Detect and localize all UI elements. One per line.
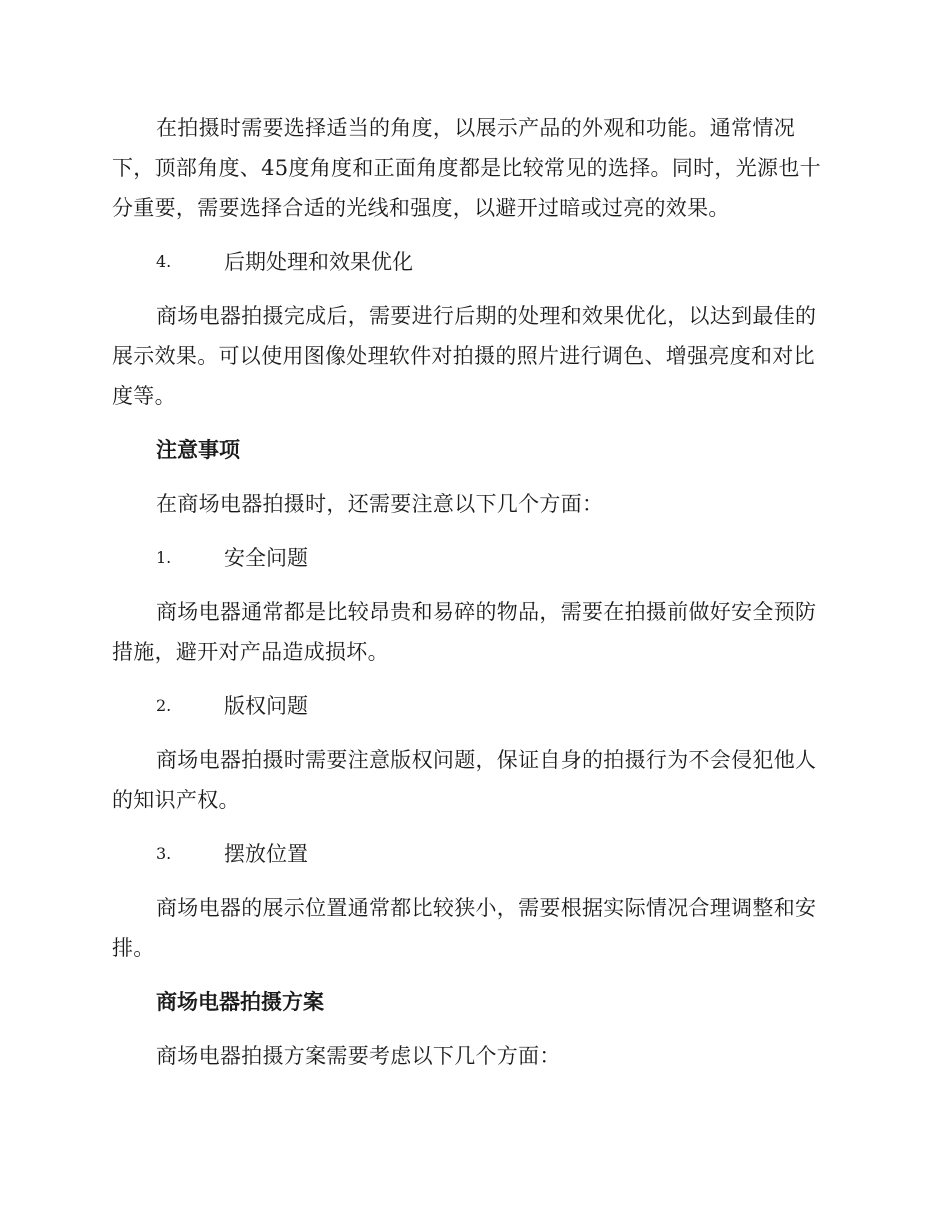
paragraph-angle-lighting: 在拍摄时需要选择适当的角度，以展示产品的外观和功能。通常情况下，顶部角度、45度角度和正面角度都是比较常见的选择。同时，光源也十分重要，需要选择合适的光线和强度，以避开过暗或过亮的效果。 [112, 116, 821, 220]
paragraph-notes-intro: 在商场电器拍摄时，还需要注意以下几个方面： [156, 492, 604, 516]
paragraph-post-processing: 商场电器拍摄完成后，需要进行后期的处理和效果优化，以达到最佳的展示效果。可以使用图像处理软件对拍摄的照片进行调色、增强亮度和对比度等。 [112, 304, 817, 408]
paragraph-safety: 商场电器通常都是比较昂贵和易碎的物品，需要在拍摄前做好安全预防措施，避开对产品造成损坏。 [112, 600, 817, 664]
list-number: 3. [156, 844, 172, 863]
list-label: 版权问题 [224, 694, 308, 718]
paragraph-plan-intro: 商场电器拍摄方案需要考虑以下几个方面： [156, 1044, 561, 1068]
list-number: 1. [156, 548, 172, 567]
list-item-copyright [112, 686, 834, 726]
list-item-placement [112, 834, 834, 874]
list-number: 4. [156, 252, 172, 271]
paragraph-placement: 商场电器的展示位置通常都比较狭小，需要根据实际情况合理调整和安排。 [112, 896, 817, 960]
list-label: 摆放位置 [224, 842, 308, 866]
section-heading-plan: 商场电器拍摄方案 [156, 989, 324, 1014]
list-item-safety [112, 538, 834, 578]
section-heading-notes: 注意事项 [156, 437, 240, 462]
list-item-post-processing [112, 242, 834, 282]
paragraph-copyright: 商场电器拍摄时需要注意版权问题，保证自身的拍摄行为不会侵犯他人的知识产权。 [112, 748, 817, 812]
document-body [112, 108, 834, 1090]
list-label: 安全问题 [224, 546, 308, 570]
list-number: 2. [156, 696, 172, 715]
list-label: 后期处理和效果优化 [224, 250, 413, 274]
